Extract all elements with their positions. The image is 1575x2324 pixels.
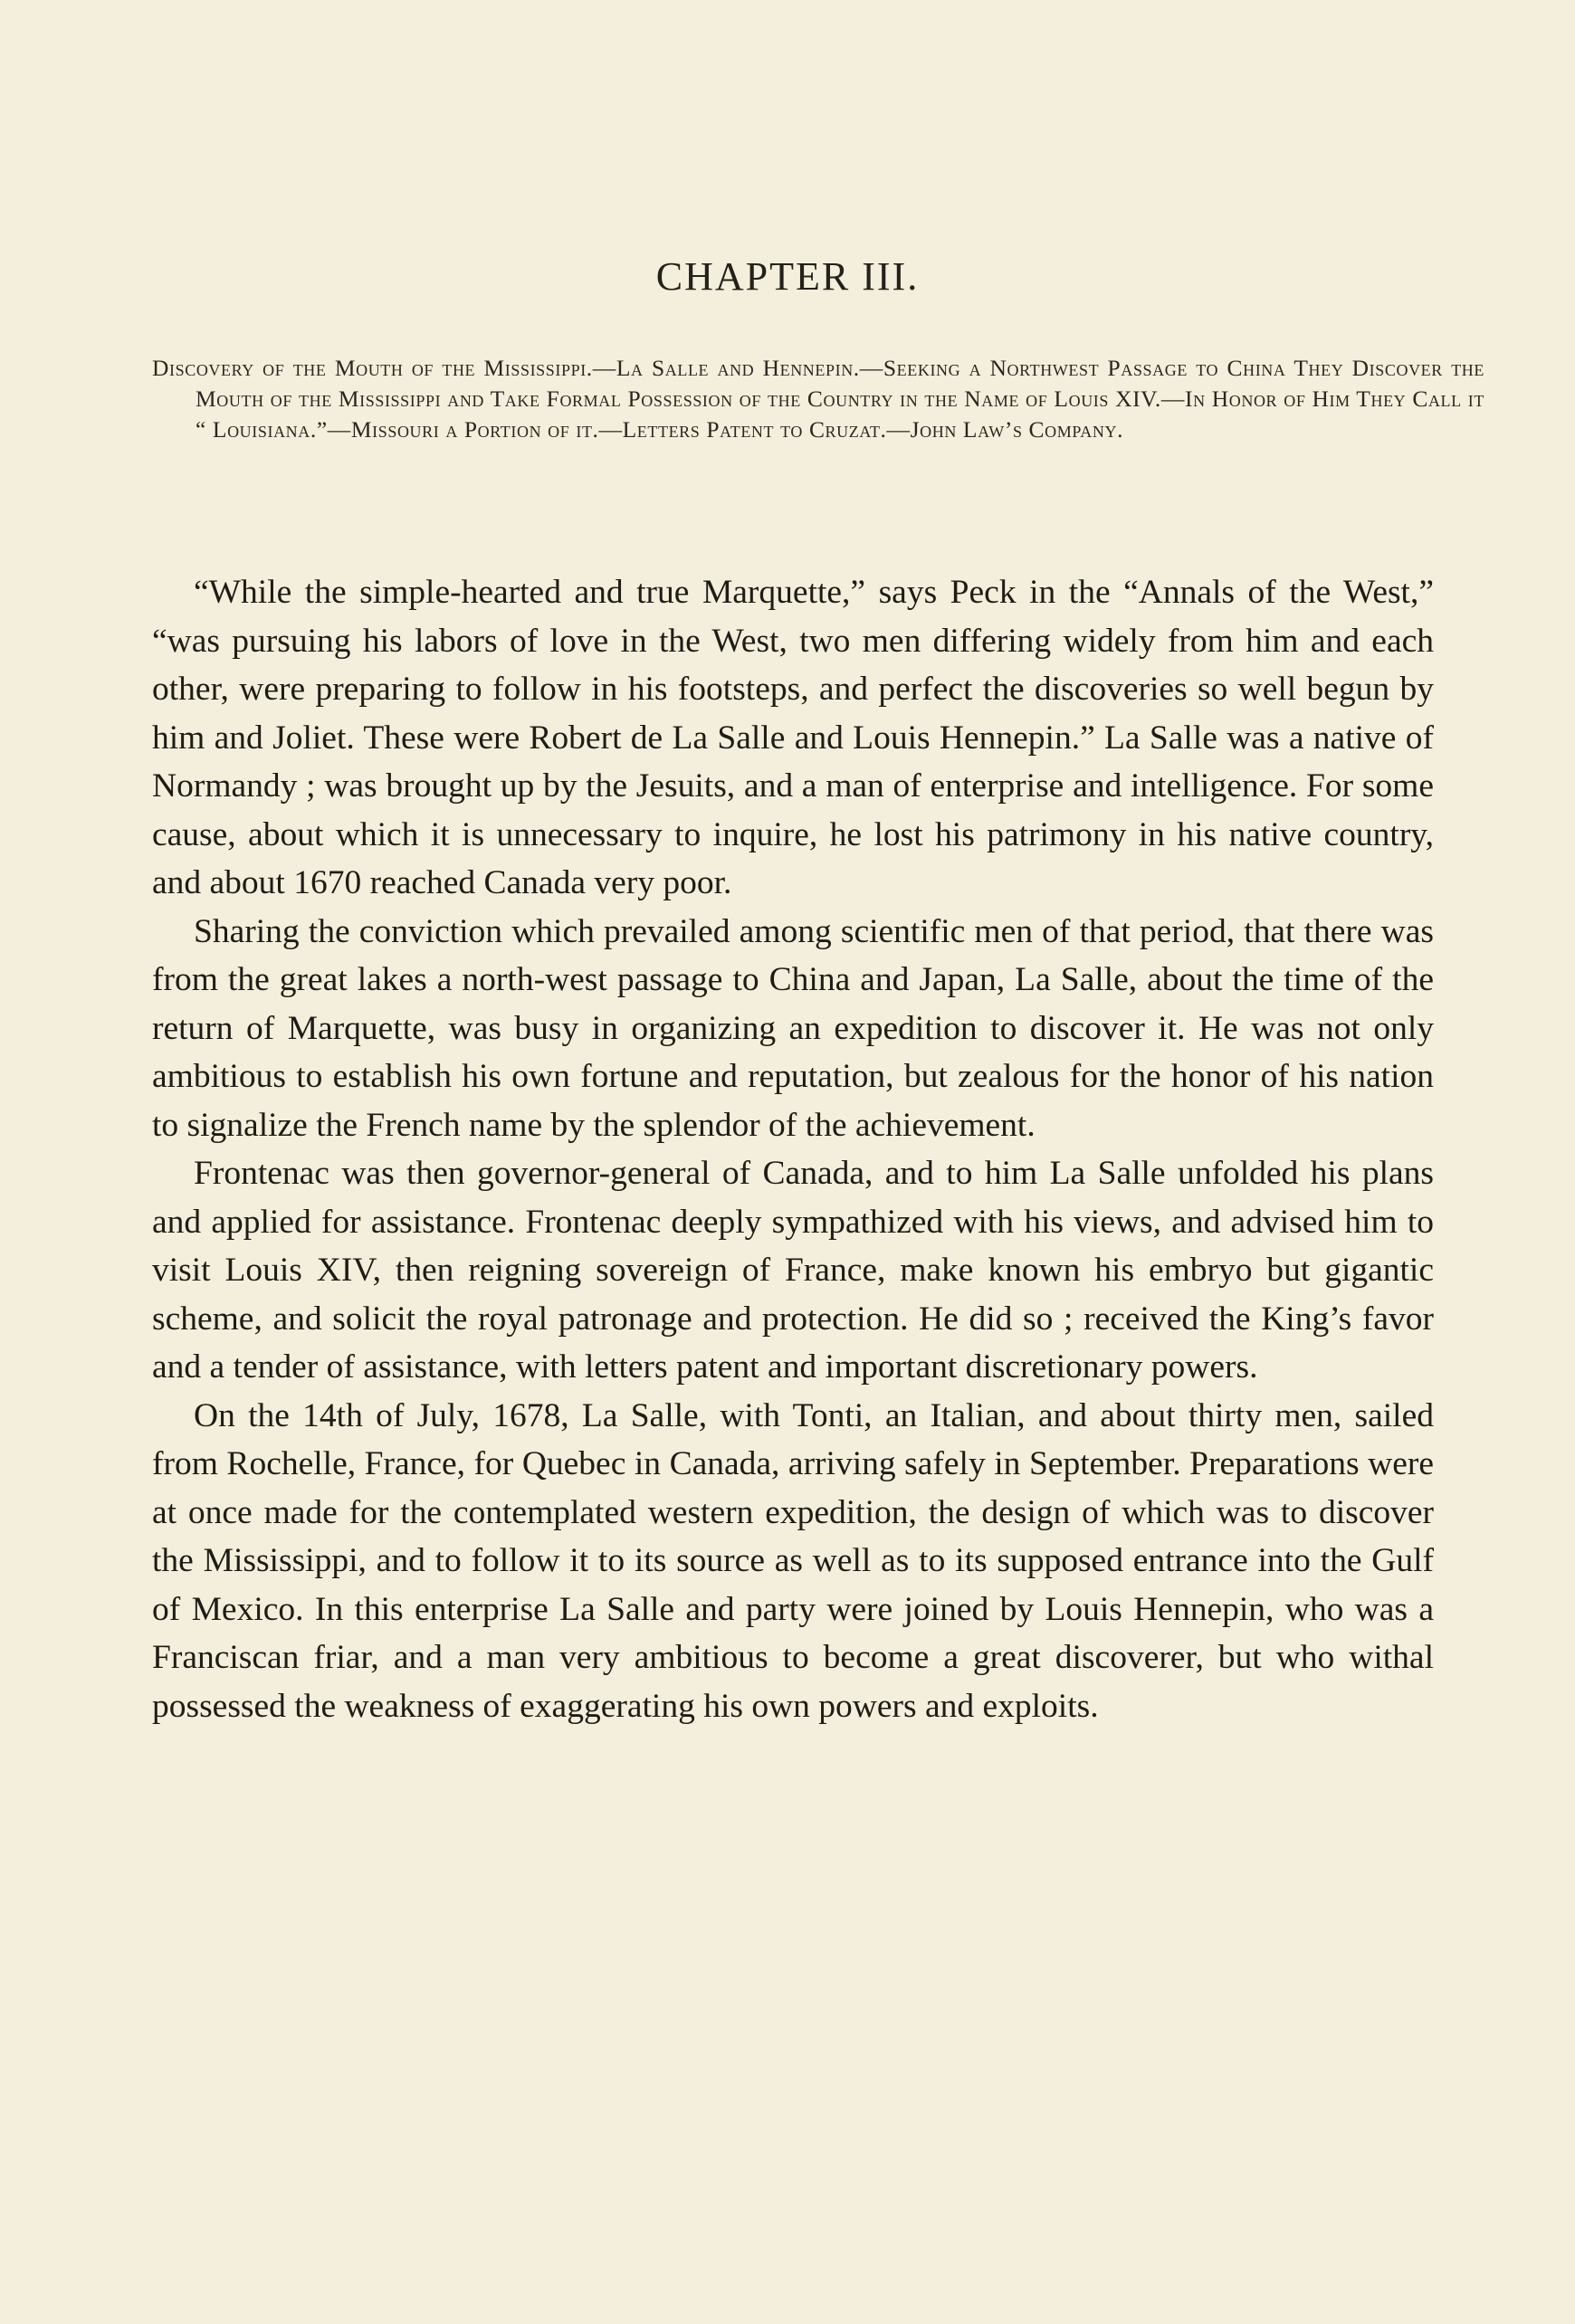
body-text [152, 568, 1434, 1730]
paragraph: “While the simple-hearted and true Marquette,” says Peck in the “Annals of the West,” “was pursuing his labors of love in the West, two men differing widely from him and each other, were preparing to follow in his footsteps, and perfect the discoveries so well begun by him and Joliet. These were Robert de La Salle and Louis Hennepin.” La Salle was a native of Normandy ; was brought up by the Jesuits, and a man of enterprise and intelligence. For some cause, about which it is unnecessary to inquire, he lost his patrimony in his native country, and about 1670 reached Canada very poor. [152, 574, 1434, 901]
paragraph: Sharing the conviction which prevailed among scientific men of that period, that there was from the great lakes a north-west passage to China and Japan, La Salle, about the time of the return of Marquette, was busy in organizing an expedition to discover it. He was not only ambitious to establish his own fortune and reputation, but zealous for the honor of his nation to signalize the French name by the splendor of the achievement. [152, 912, 1434, 1144]
paragraph: On the 14th of July, 1678, La Salle, with Tonti, an Italian, and about thirty men, sailed from Rochelle, France, for Quebec in Canada, arriving safely in September. Preparations were at once made for the contemplated western expedition, the design of which was to discover the Mississippi, and to follow it to its source as well as to its supposed entrance into the Gulf of Mexico. In this enterprise La Salle and party were joined by Louis Hennepin, who was a Franciscan friar, and a man very ambitious to become a great discoverer, but who withal possessed the weakness of exaggerating his own powers and exploits. [152, 1396, 1434, 1725]
paragraph: Frontenac was then governor-general of Canada, and to him La Salle unfolded his plans and applied for assistance. Frontenac deeply sympathized with his views, and advised him to visit Louis XIV, then reigning sovereign of France, make known his embryo but gigantic scheme, and solicit the royal patronage and protection. He did so ; received the King’s favor and a tender of assistance, with letters patent and important discretionary powers. [152, 1155, 1434, 1386]
chapter-summary: Discovery of the Mouth of the Mississippi.—La Salle and Hennepin.—Seeking a Northwest Passage to China They Discover the Mouth of the Mississippi and Take Formal Possession of the Country in the Name of Louis XIV.—In Honor of Him They Call it “ Louisiana.”—Missouri a Portion of it.—Letters Patent to Cruzat.—John Law’s Company. [152, 355, 1484, 443]
chapter-title: CHAPTER III. [655, 254, 920, 299]
